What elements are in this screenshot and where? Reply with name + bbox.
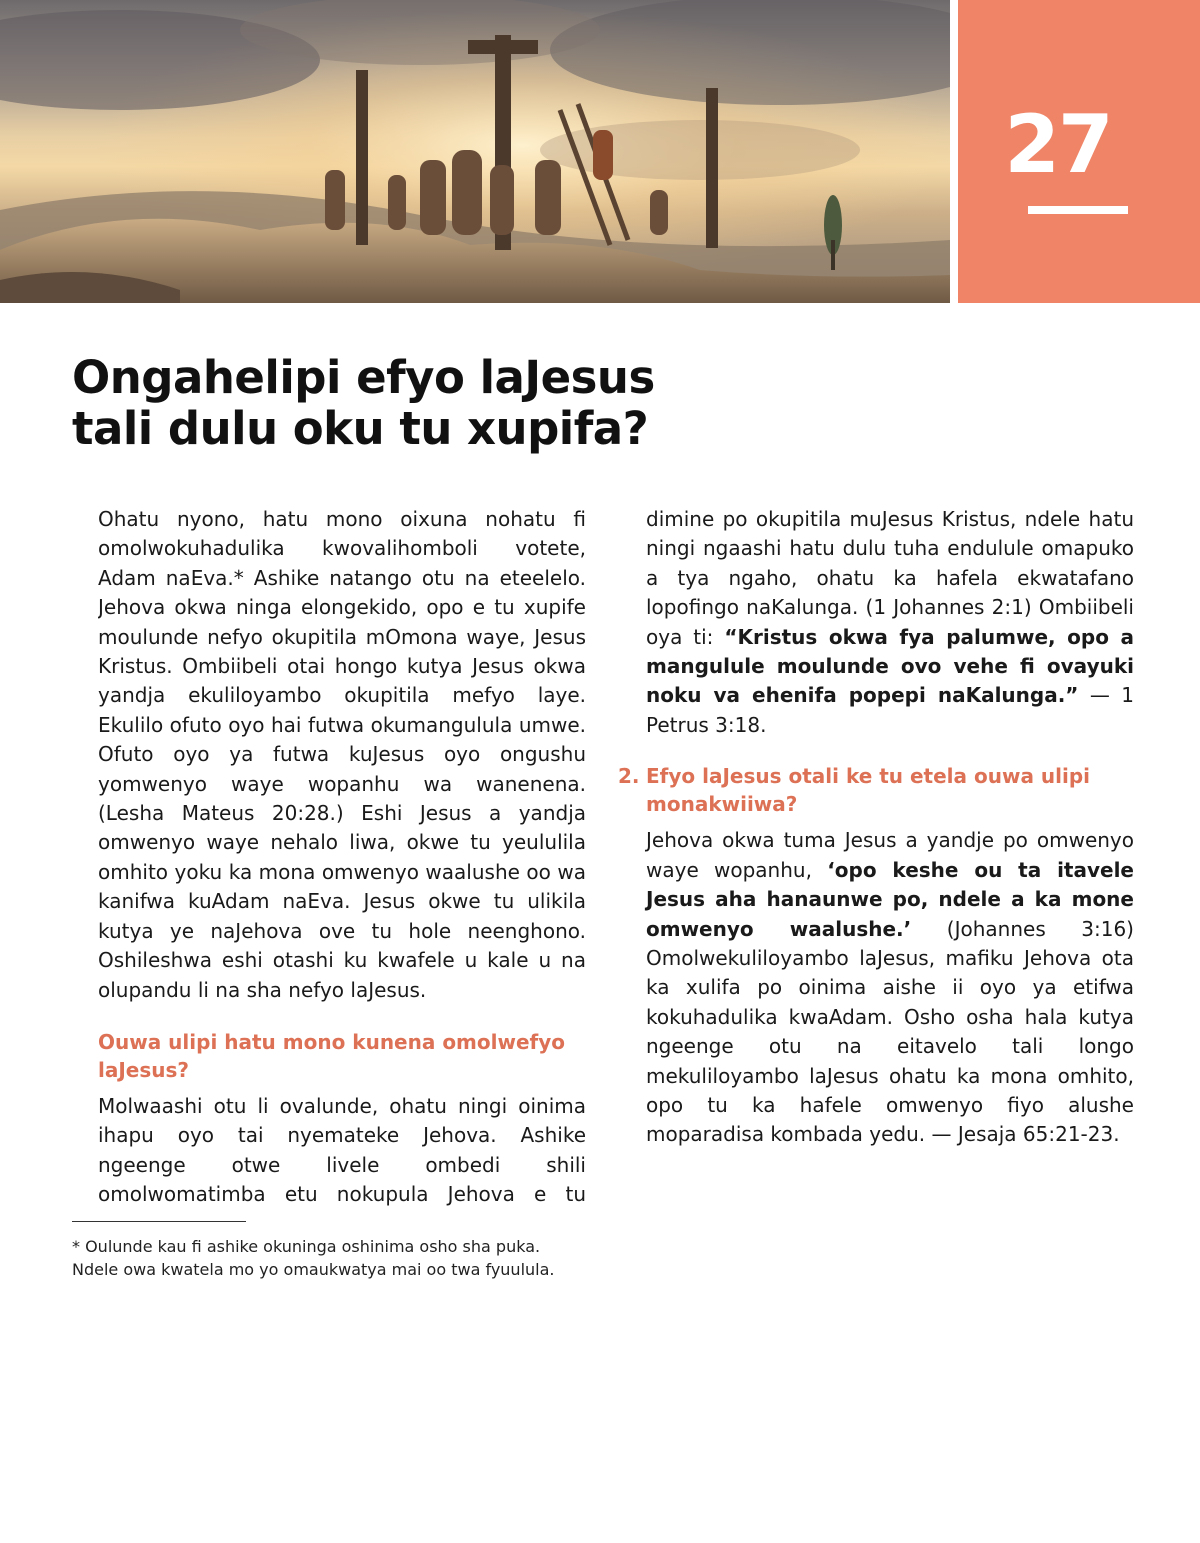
hero-illustration (0, 0, 950, 303)
footnote (72, 1235, 572, 1281)
intro-paragraph: Ohatu nyono, hatu mono oixuna nohatu fi omolwokuhadulika kwovalihomboli votete, Adam naEva.* Ashike natango otu na eteelelo. Jehova okwa ninga elongekido, opo e tu xupife moulunde nefyo okupitila mOmona waye, Jesus Kristus. Ombiibeli otai hongo kutya Jesus okwa yandja ekuliloyambo okupitila mefyo laye. Ekulilo ofuto oyo hai futwa okumangulula umwe. Ofuto oyo ya futwa kuJesus oyo ongushu yomwenyo waye wopanhu wa wanenena. (Lesha Mateus 20:28.) Eshi Jesus a yandja omwenyo waye nehalo liwa, okwe tu yeululila omhito yoku ka mona omwenyo waalushe oo wa kanifwa kuAdam naEva. Jesus okwe tu ulikila kutya ye naJehova ove tu hole neenghono. Oshileshwa eshi otashi ku kwafele u kale u na olupandu li na sha nefyo laJesus. (98, 507, 586, 1002)
footnote-divider (72, 1221, 246, 1222)
answer-1-overflow (646, 505, 1134, 740)
title-line-2: tali dulu oku tu xupifa? (72, 402, 649, 455)
chapter-number-box (958, 0, 1200, 303)
footnote-line-1: * Oulunde kau fi ashike okuninga oshinima osho sha puka. (72, 1237, 541, 1256)
crucifixion-scene-image (0, 0, 950, 303)
right-column (618, 505, 1134, 1150)
question-1-heading (98, 1028, 586, 1084)
answer-1-quote-continued: “Kristus okwa fya palumwe, opo a mangulule moulunde ovo vehe fi ovayuki noku va ehenifa popepi naKalunga.” (646, 624, 1134, 708)
footnote-line-2: Ndele owa kwatela mo yo omaukwatya mai oo twa fyuulula. (72, 1260, 555, 1279)
answer-2-text: Jehova okwa tuma Jesus a yandje po omwenyo waye wopanhu, (646, 828, 1134, 882)
title-line-1: Ongahelipi efyo laJesus (72, 351, 655, 404)
answer-1-text: Molwaashi otu li ovalunde, ohatu ningi oinima ihapu oyo tai nyemateke Jehova. Ashike ngeenge otwe livele ombedi shili omolwomatimba etu nokupula Jehova e tu (98, 1093, 586, 1207)
left-column (98, 505, 586, 1210)
answer-2-quote: ‘opo keshe ou ta itavele Jesus aha hanaunwe po, ndele a ka mone omwenyo waalushe.’ (646, 857, 1134, 941)
answer-1-text-continued: dimine po okupitila muJesus Kristus, ndele hatu ningi ngaashi hatu dulu tuha endulule omapuko a tya ngaho, ohatu ka hafela ekwatafano lopofingo naKalunga. (1 Johannes 2:1) Ombiibeli oya ti: (646, 507, 1134, 649)
question-2-number: 2. (618, 764, 640, 789)
chapter-underline (1028, 206, 1128, 214)
answer-1-continued (646, 505, 1134, 740)
question-1-text: Ouwa ulipi hatu mono kunena omolwefyo laJesus? (98, 1029, 566, 1082)
page-title (72, 352, 772, 454)
question-2-heading (618, 762, 1134, 818)
answer-1-reference-continued: — 1 Petrus 3:18. (646, 683, 1134, 737)
question-2-text: Efyo laJesus otali ke tu etela ouwa ulipi monakwiiwa? (646, 764, 1091, 817)
chapter-number: 27 (1004, 98, 1112, 191)
answer-2-reference: (Johannes 3:16) Omolwekuliloyambo laJesus, mafiku Jehova ota ka xulifa po oinima aishe ii oyo ya etifwa kokuhadulika kwaAdam. Osho osha hala kutya ngeenge otu na eitavelo tali longo mekuliloyambo laJesus ohatu ka mona omhito, opo tu ka hafele omwenyo fiyo alushe moparadisa kombada yedu. — Jesaja 65:21-23. (646, 916, 1134, 1147)
answer-1-paragraph (98, 1092, 586, 1210)
answer-2-paragraph (646, 826, 1134, 1149)
